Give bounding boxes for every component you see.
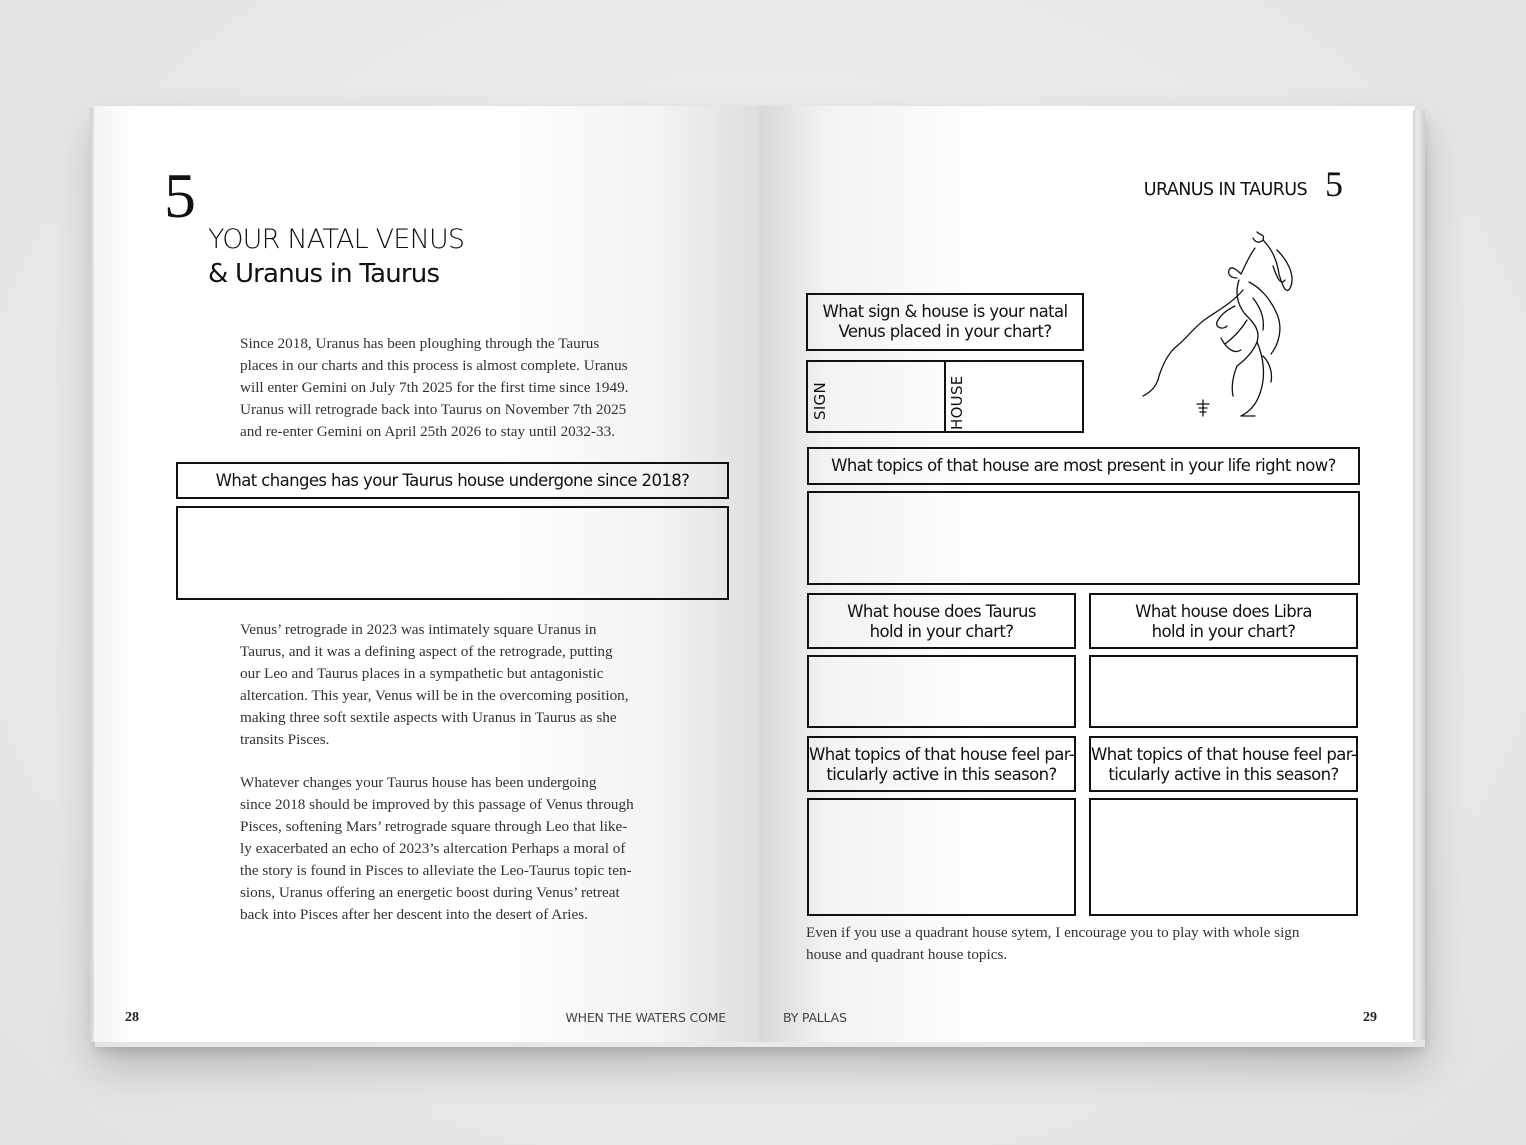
text-line: Since 2018, Uranus has been ploughing through the Taurus [240,335,600,352]
answer-libra-house-box[interactable] [1089,655,1358,728]
running-footer: WHEN THE WATERS COME [565,1010,726,1025]
answer-taurus-changes-box[interactable] [176,506,729,600]
divider [944,362,946,431]
text-line: ticularly active in this season? [1108,765,1339,784]
text-line: Taurus, and it was a defining aspect of the retrograde, putting [240,643,613,660]
text-line: the story is found in Pisces to alleviate the Leo-Taurus topic ten- [240,862,632,879]
question-venus-placement-box [806,293,1084,351]
question-libra-house [1091,602,1356,642]
answer-taurus-house-box[interactable] [807,655,1076,728]
text-line: What sign & house is your natal [822,302,1068,321]
chapter-number: 5 [164,160,196,231]
page-title: YOUR NATAL VENUS [208,224,465,255]
sign-answer-field[interactable] [832,364,942,431]
left-page [94,106,759,1042]
text-line: back into Pisces after her descent into the desert of Aries. [240,906,588,923]
question-active-topics-libra [1091,745,1356,785]
text-line: ly exacerbated an echo of 2023’s altercation Perhaps a moral of [240,840,626,857]
page-number: 28 [125,1010,139,1025]
question-taurus-changes: What changes has your Taurus house undergone since 2018? [215,471,690,490]
right-page [759,106,1415,1042]
answer-topics-present-box[interactable] [807,491,1360,585]
text-line: since 2018 should be improved by this passage of Venus through [240,796,634,813]
text-line: altercation. This year, Venus will be in the overcoming position, [240,687,629,704]
answer-active-topics-taurus-box[interactable] [807,798,1076,916]
page-subtitle: & Uranus in Taurus [208,259,440,289]
dancing-figure-illustration [1137,226,1317,426]
question-topics-present: What topics of that house are most present in your life right now? [831,456,1336,475]
text-line: Venus placed in your chart? [838,322,1052,341]
text-line: places in our charts and this process is almost complete. Uranus [240,357,628,374]
text-line: ticularly active in this season? [826,765,1057,784]
chapter-number: 5 [1325,164,1343,204]
question-active-topics-libra-box [1089,736,1358,792]
house-system-note [806,922,1366,966]
sign-label: SIGN [811,382,829,420]
question-active-topics-taurus [809,745,1074,785]
question-taurus-house [809,602,1074,642]
text-line: Pisces, softening Mars’ retrograde square through Leo that like- [240,818,628,835]
text-line: hold in your chart? [869,622,1014,641]
question-topics-present-box [807,447,1360,485]
text-line: will enter Gemini on July 7th 2025 for the first time since 1949. [240,379,629,396]
running-footer: BY PALLAS [783,1010,847,1025]
text-line: What house does Taurus [847,602,1036,621]
text-line: and re-enter Gemini on April 25th 2026 to stay until 2032-33. [240,423,615,440]
text-line: hold in your chart? [1151,622,1296,641]
question-active-topics-taurus-box [807,736,1076,792]
house-label: HOUSE [948,375,966,430]
sign-house-answer-box [806,360,1084,433]
retrograde-paragraph [240,619,660,751]
intro-paragraph [240,333,660,443]
text-line: transits Pisces. [240,731,330,748]
page-number: 29 [1363,1010,1377,1025]
text-line: sions, Uranus offering an energetic boost during Venus’ retreat [240,884,620,901]
right-page-edge [1413,110,1425,1040]
text-line: Whatever changes your Taurus house has been undergoing [240,774,597,791]
question-taurus-changes-box [176,462,729,499]
running-header: URANUS IN TAURUS [1143,180,1307,200]
text-line: our Leo and Taurus places in a sympathetic but antagonistic [240,665,604,682]
text-line: house and quadrant house topics. [806,946,1008,963]
text-line: Venus’ retrograde in 2023 was intimately square Uranus in [240,621,597,638]
text-line: making three soft sextile aspects with Uranus in Taurus as she [240,709,617,726]
text-line: What house does Libra [1135,602,1312,621]
question-libra-house-box [1089,593,1358,649]
text-line: What topics of that house feel par- [809,745,1075,764]
text-line: What topics of that house feel par- [1091,745,1357,764]
text-line: Even if you use a quadrant house sytem, I encourage you to play with whole sign [806,924,1300,941]
house-answer-field[interactable] [970,364,1082,431]
text-line: Uranus will retrograde back into Taurus on November 7th 2025 [240,401,627,418]
pisces-paragraph [240,772,660,926]
question-venus-placement [808,302,1082,342]
answer-active-topics-libra-box[interactable] [1089,798,1358,916]
question-taurus-house-box [807,593,1076,649]
